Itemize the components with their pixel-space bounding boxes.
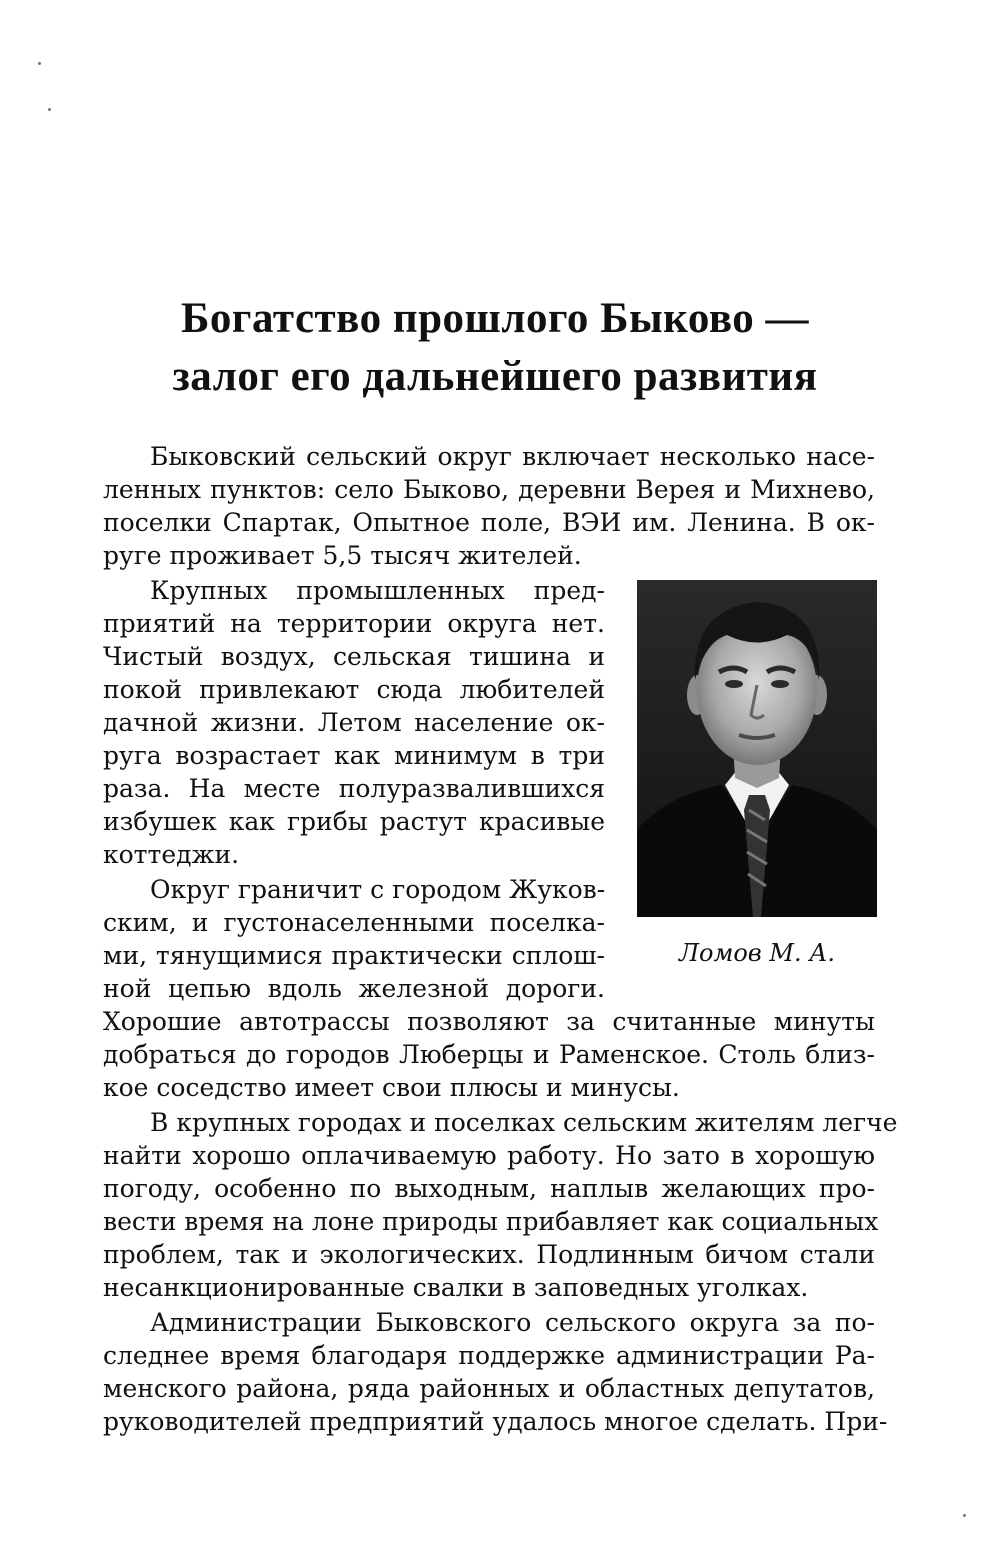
scan-speck xyxy=(963,1514,966,1517)
photo-caption: Ломов М. А. xyxy=(678,939,836,967)
text-line: проблем, так и экологических. Подлинным бичом стали xyxy=(103,1240,875,1269)
title-line-1: Богатство прошлого Быково — xyxy=(180,295,809,342)
text-line: коттеджи. xyxy=(103,840,240,869)
text-line: ским, и густонаселенными поселка- xyxy=(103,908,605,937)
text-line: Округ граничит с городом Жуков- xyxy=(150,875,606,904)
text-line: Администрации Быковского сельского округа за по- xyxy=(150,1308,875,1337)
text-line: ной цепью вдоль железной дороги. xyxy=(103,974,605,1003)
text-line: покой привлекают сюда любителей xyxy=(103,675,605,704)
text-line: В крупных городах и поселках сельским жителям легче xyxy=(150,1108,898,1137)
text-line: погоду, особенно по выходным, наплыв желающих про- xyxy=(103,1174,875,1203)
title-line-2: залог его дальнейшего развития xyxy=(172,353,818,400)
text-line: Чистый воздух, сельская тишина и xyxy=(103,642,605,671)
text-line: Хорошие автотрассы позволяют за считанные минуты xyxy=(103,1007,875,1036)
text-line: Быковский сельский округ включает несколько насе- xyxy=(150,442,875,471)
text-line: следнее время благодаря поддержке администрации Ра- xyxy=(103,1341,875,1370)
text-line: ленных пунктов: село Быково, деревни Верея и Михнево, xyxy=(103,475,875,504)
text-line: менского района, ряда районных и областных депутатов, xyxy=(103,1374,875,1403)
text-line: Крупных промышленных пред- xyxy=(150,576,605,605)
text-line: раза. На месте полуразвалившихся xyxy=(103,774,605,803)
text-line: найти хорошо оплачиваемую работу. Но зато в хорошую xyxy=(103,1141,875,1170)
text-line: добраться до городов Люберцы и Раменское. Столь близ- xyxy=(103,1040,875,1069)
portrait-photo xyxy=(637,580,877,917)
text-line: поселки Спартак, Опытное поле, ВЭИ им. Ленина. В ок- xyxy=(103,508,875,537)
text-line: руга возрастает как минимум в три xyxy=(103,741,605,770)
scan-speck xyxy=(38,62,41,65)
article-title xyxy=(100,290,890,406)
portrait-illustration xyxy=(637,580,877,917)
text-line: руге проживает 5,5 тысяч жителей. xyxy=(103,541,582,570)
text-line: ми, тянущимися практически сплош- xyxy=(103,941,605,970)
text-line: кое соседство имеет свои плюсы и минусы. xyxy=(103,1073,680,1102)
text-line: избушек как грибы растут красивые xyxy=(103,807,605,836)
text-line: дачной жизни. Летом население ок- xyxy=(103,708,605,737)
scan-speck xyxy=(48,108,51,111)
text-line: несанкционированные свалки в заповедных уголках. xyxy=(103,1273,809,1302)
text-line: руководителей предприятий удалось многое сделать. При- xyxy=(103,1407,888,1436)
text-line: приятий на территории округа нет. xyxy=(103,609,605,638)
text-line: вести время на лоне природы прибавляет как социальных xyxy=(103,1207,879,1236)
